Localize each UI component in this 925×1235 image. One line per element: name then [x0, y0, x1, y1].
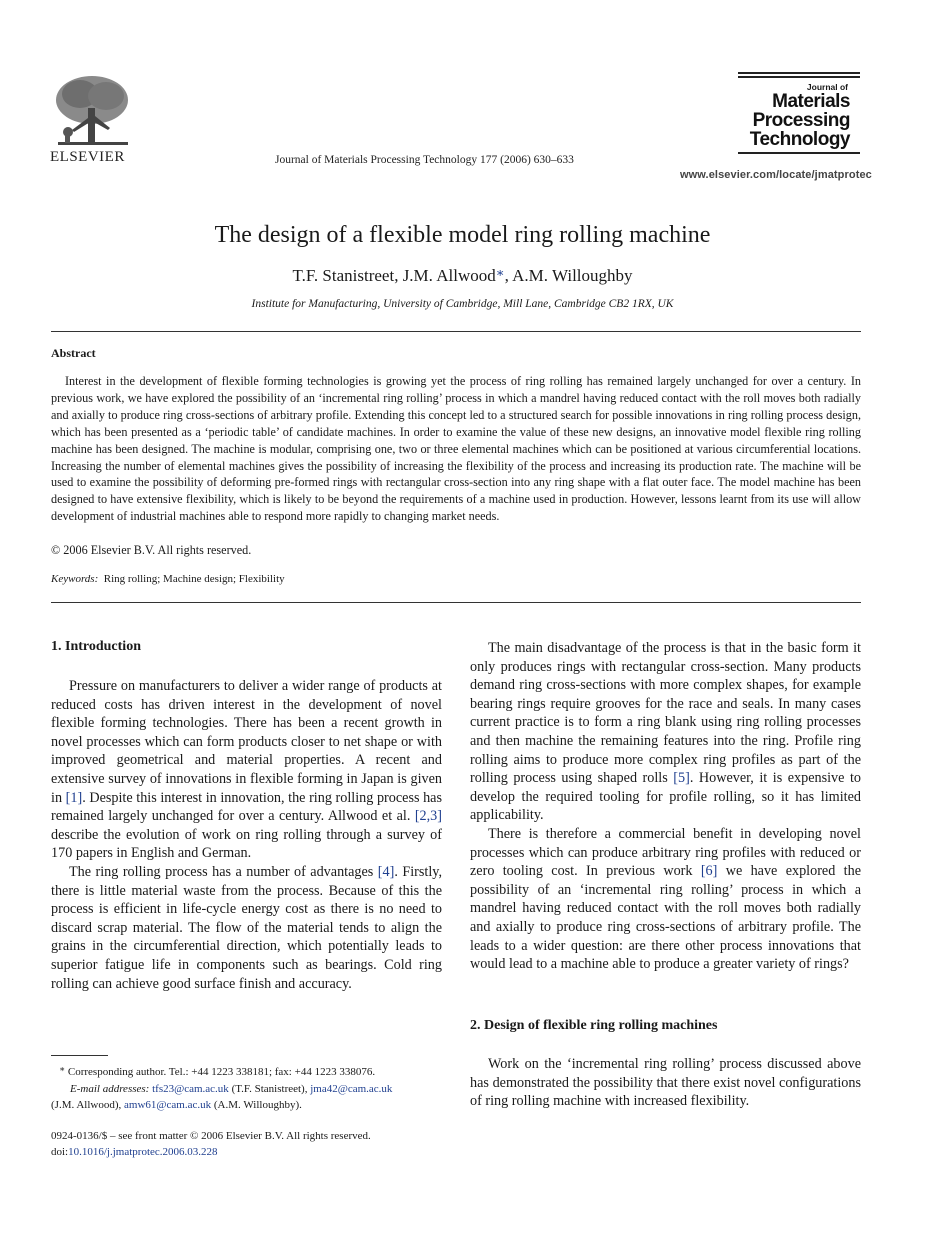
section-heading-introduction: 1. Introduction: [51, 639, 141, 654]
journal-citation: Journal of Materials Processing Technology 177 (2006) 630–633: [275, 154, 574, 166]
logo-line: Processing: [752, 110, 850, 131]
author-list: [0, 265, 925, 286]
publisher-name: ELSEVIER: [50, 149, 125, 165]
text-run: we have explored the possibility of an ‘incremental ring rolling’ process in which a mandrel having reduced contact with the roll moves both radially and axially to produce ring cross-sections of arbitrary profile. The leads to a wider question: are there other process innovations that would lead to a machine able to produce a greater variety of rings?: [470, 863, 861, 973]
email-link[interactable]: tfs23@cam.ac.uk: [152, 1082, 229, 1095]
logo-rule: [738, 152, 860, 154]
text-run: Pressure on manufacturers to deliver a wider range of products at reduced costs has driven interest in the development of novel flexible forming technologies. There has been a recent growth in novel processes which can form products closer to net shape or with improved geometrical and material properties. A recent and extensive survey of innovations in flexible forming in Japan is given in: [51, 678, 442, 806]
citation-link[interactable]: [1]: [65, 789, 83, 806]
body-paragraph: [51, 677, 442, 863]
doi-label: doi:: [51, 1145, 69, 1158]
text-run: . Despite this interest in innovation, the ring rolling process has remained largely unchanged for over a century. Allwood et al.: [51, 789, 442, 825]
logo-journal-of: Journal of: [806, 82, 848, 92]
text-run: (T.F. Stanistreet),: [228, 1082, 311, 1095]
abstract-paragraph: Interest in the development of flexible forming technologies is growing yet the process of ring rolling has remained largely unchanged for over a century. In previous work, we have explored the possibility of an ‘incremental ring rolling’ process in which a mandrel having reduced contact with the roll moves both radially and axially to produce ring cross-sections of arbitrary profile. Extending this concept led to a structured search for possible innovations in ring rolling process design, which has been presented as a ‘periodic table’ of candidate machines. In order to examine the value of these new designs, an innovative model flexible ring rolling machine has been designed. The machine is modular, comprising one, two or three elemental machines which can be positioned at various circumferential locations. Increasing the number of elemental machines gives the possibility of increasing the flexibility of the process and increasing its production rate. The machine will be used to examine the possibility of deforming pre-formed rings with rectangular cross-section into any ring shape with a flat outer face. The model machine has been designed to have extensive flexibility, which is likely to be beyond the requirements of a machine used in production. However, lessons learnt from its use will allow development of industrial machines able to respond more rapidly to changing market needs.: [51, 374, 861, 524]
body-paragraph: Work on the ‘incremental ring rolling’ process discussed above has demonstrated the possibility that there exist novel configurations of ring rolling machine with increased flexibility.: [470, 1056, 861, 1110]
body-paragraph: [470, 825, 861, 974]
doi-link[interactable]: 10.1016/j.jmatprotec.2006.03.228: [68, 1145, 218, 1158]
footnote-emails: [51, 1081, 443, 1098]
footnote: [51, 1061, 443, 1114]
footnote-corresponding: [51, 1061, 443, 1081]
front-matter: [51, 1129, 371, 1160]
section2-body: [470, 1055, 861, 1111]
journal-logo: [738, 72, 860, 154]
abstract-body: [51, 373, 861, 525]
citation-link[interactable]: [4]: [377, 863, 395, 880]
footnote-emails-cont: [51, 1097, 443, 1114]
text-run: . Firstly, there is little material waste from the process. Because of this the process is efficient in life-cycle energy cost as there is no need to discard scrap material. The flow of the material tends to align the grains in the circumferential direction, which potentially leads to superior fatigue life in components such as bearings. Cold ring rolling can achieve good surface finish and accuracy.: [51, 863, 442, 992]
authors-part1: T.F. Stanistreet, J.M. Allwood: [292, 266, 496, 285]
keywords-text: Ring rolling; Machine design; Flexibility: [103, 573, 285, 585]
text-run: The main disadvantage of the process is that in the basic form it only produces rings with rectangular cross-section. Many products demand ring cross-sections with more complex shapes, for example bearing rings require grooves for the race and seals. In many cases current practice is to form a ring blank using ring rolling processes and then machine the remaining features into the ring. Profile ring rolling aims to produce more complex ring profiles as part of the rolling process using shaped rolls: [470, 640, 861, 787]
abstract-heading: Abstract: [51, 346, 96, 360]
abstract-copyright: © 2006 Elsevier B.V. All rights reserved.: [51, 543, 252, 557]
logo-rule: [738, 72, 860, 74]
section-heading-design: 2. Design of flexible ring rolling machines: [470, 1018, 718, 1033]
logo-line: Materials: [772, 91, 850, 112]
affiliation: Institute for Manufacturing, University of Cambridge, Mill Lane, Cambridge CB2 1RX, UK: [251, 298, 674, 310]
citation-link[interactable]: [6]: [700, 863, 718, 880]
text-run: describe the evolution of work on ring rolling through a survey of 170 papers in English and German.: [51, 826, 442, 862]
keywords-label: Keywords:: [51, 573, 99, 585]
text-run: There is therefore a commercial benefit in developing novel processes which can produce arbitrary ring profiles with reduced or zero tooling cost. In previous work: [470, 825, 861, 880]
citation-link[interactable]: [5]: [673, 770, 690, 787]
citation-link[interactable]: [2,3]: [414, 808, 442, 825]
text-run: (A.M. Willoughby).: [211, 1099, 302, 1111]
article-title: The design of a flexible model ring rolling machine: [214, 222, 711, 248]
doi-line: [51, 1145, 371, 1161]
body-paragraph: [51, 863, 442, 993]
logo-rule: [738, 76, 860, 78]
body-paragraph: [470, 639, 861, 825]
issn-line: 0924-0136/$ – see front matter © 2006 Elsevier B.V. All rights reserved.: [51, 1130, 371, 1142]
journal-url[interactable]: www.elsevier.com/locate/jmatprotec: [680, 169, 872, 181]
text-run: The ring rolling process has a number of advantages: [69, 863, 378, 880]
corresponding-author-marker[interactable]: ∗: [495, 265, 505, 280]
authors-part2: , A.M. Willoughby: [504, 266, 633, 285]
email-label: E-mail addresses:: [70, 1082, 150, 1095]
elsevier-tree-logo: [50, 72, 134, 150]
footnote-rule: [51, 1055, 108, 1056]
footnote-star: ∗: [59, 1064, 66, 1074]
email-link[interactable]: amw61@cam.ac.uk: [124, 1099, 212, 1111]
divider: [51, 602, 861, 603]
text-run: . However, it is expensive to develop the required tooling for profile rolling, so it has limited applicability.: [470, 770, 861, 824]
keywords: [51, 573, 285, 585]
logo-line: Technology: [749, 129, 850, 150]
divider: [51, 331, 861, 332]
right-column: [470, 639, 861, 974]
left-column: [51, 677, 442, 993]
text-run: (J.M. Allwood),: [51, 1099, 125, 1111]
email-link[interactable]: jma42@cam.ac.uk: [310, 1082, 393, 1095]
footnote-corr-text: Corresponding author. Tel.: +44 1223 338181; fax: +44 1223 338076.: [65, 1066, 376, 1078]
